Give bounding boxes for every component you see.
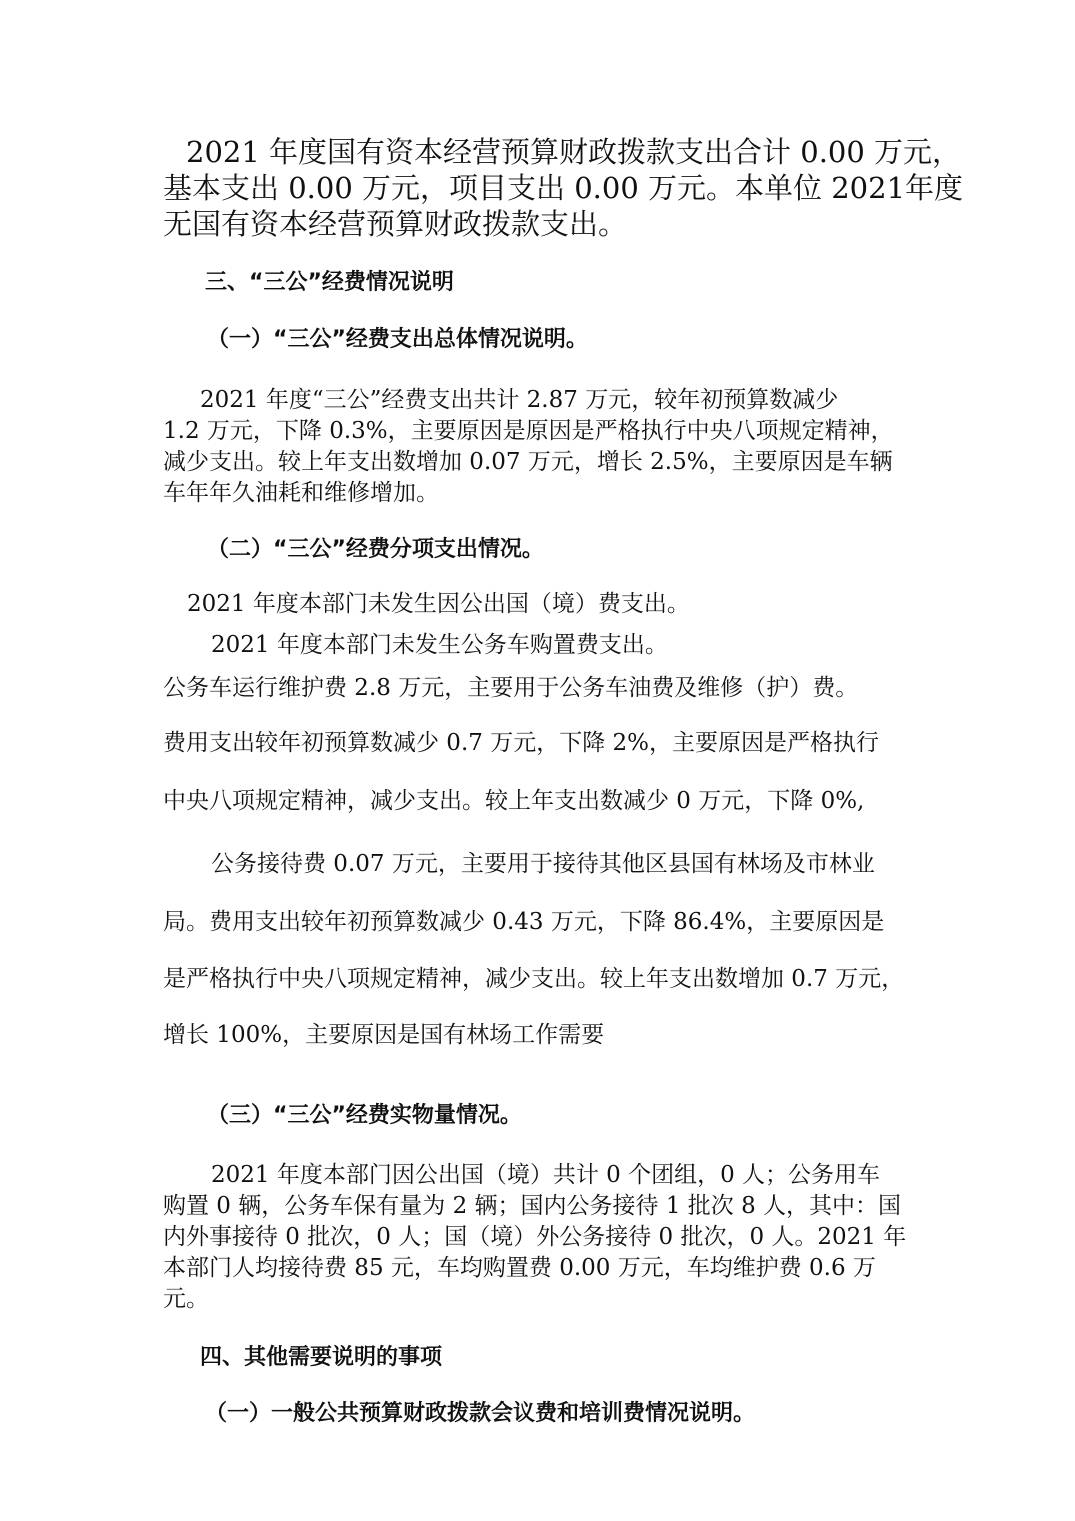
sub-3-line-1: 2021 年度本部门因公出国（境）共计 0 个团组，0 人；公务用车 xyxy=(211,1162,881,1188)
sub-3-line-4: 本部门人均接待费 85 元，车均购置费 0.00 万元，车均维护费 0.6 万 xyxy=(163,1255,876,1281)
sub-2-travel-line: 2021 年度本部门未发生因公出国（境）费支出。 xyxy=(187,591,690,617)
intro-line-3: 无国有资本经营预算财政拨款支出。 xyxy=(163,207,628,241)
sub-1-line-1: 2021 年度“三公”经费支出共计 2.87 万元，较年初预算数减少 xyxy=(200,387,839,413)
reception-line-4: 增长 100%，主要原因是国有林场工作需要 xyxy=(163,1022,605,1048)
section-4-sub-1-heading: （一）一般公共预算财政拨款会议费和培训费情况说明。 xyxy=(205,1401,756,1426)
intro-line-2: 基本支出 0.00 万元，项目支出 0.00 万元。本单位 2021年度 xyxy=(163,171,964,205)
sub-1-line-4: 车年年久油耗和维修增加。 xyxy=(163,480,439,506)
reception-line-2: 局。费用支出较年初预算数减少 0.43 万元，下降 86.4%，主要原因是 xyxy=(163,909,885,935)
sub-1-line-2: 1.2 万元，下降 0.3%，主要原因是原因是严格执行中央八项规定精神， xyxy=(163,418,894,444)
sub-1-heading: （一）“三公”经费支出总体情况说明。 xyxy=(207,327,588,352)
section-3-heading: 三、“三公”经费情况说明 xyxy=(205,270,454,295)
sub-1-line-3: 减少支出。较上年支出数增加 0.07 万元，增长 2.5%，主要原因是车辆 xyxy=(163,449,893,475)
vehicle-line-2: 费用支出较年初预算数减少 0.7 万元，下降 2%，主要原因是严格执行 xyxy=(163,730,879,756)
reception-line-1: 公务接待费 0.07 万元，主要用于接待其他区县国有林场及市林业 xyxy=(211,851,875,877)
vehicle-line-1: 公务车运行维护费 2.8 万元，主要用于公务车油费及维修（护）费。 xyxy=(163,675,859,701)
sub-3-line-2: 购置 0 辆，公务车保有量为 2 辆；国内公务接待 1 批次 8 人，其中：国 xyxy=(163,1193,902,1219)
sub-3-line-5: 元。 xyxy=(163,1286,209,1312)
section-4-heading: 四、其他需要说明的事项 xyxy=(200,1345,443,1370)
sub-2-purchase-line: 2021 年度本部门未发生公务车购置费支出。 xyxy=(211,632,668,658)
vehicle-line-3: 中央八项规定精神，减少支出。较上年支出数减少 0 万元，下降 0%, xyxy=(163,788,865,814)
intro-line-1: 2021 年度国有资本经营预算财政拨款支出合计 0.00 万元， xyxy=(186,135,962,169)
reception-line-3: 是严格执行中央八项规定精神，减少支出。较上年支出数增加 0.7 万元， xyxy=(163,966,905,992)
sub-3-line-3: 内外事接待 0 批次，0 人；国（境）外公务接待 0 批次，0 人。2021 年 xyxy=(163,1224,907,1250)
sub-2-heading: （二）“三公”经费分项支出情况。 xyxy=(207,537,544,562)
sub-3-heading: （三）“三公”经费实物量情况。 xyxy=(207,1103,522,1128)
